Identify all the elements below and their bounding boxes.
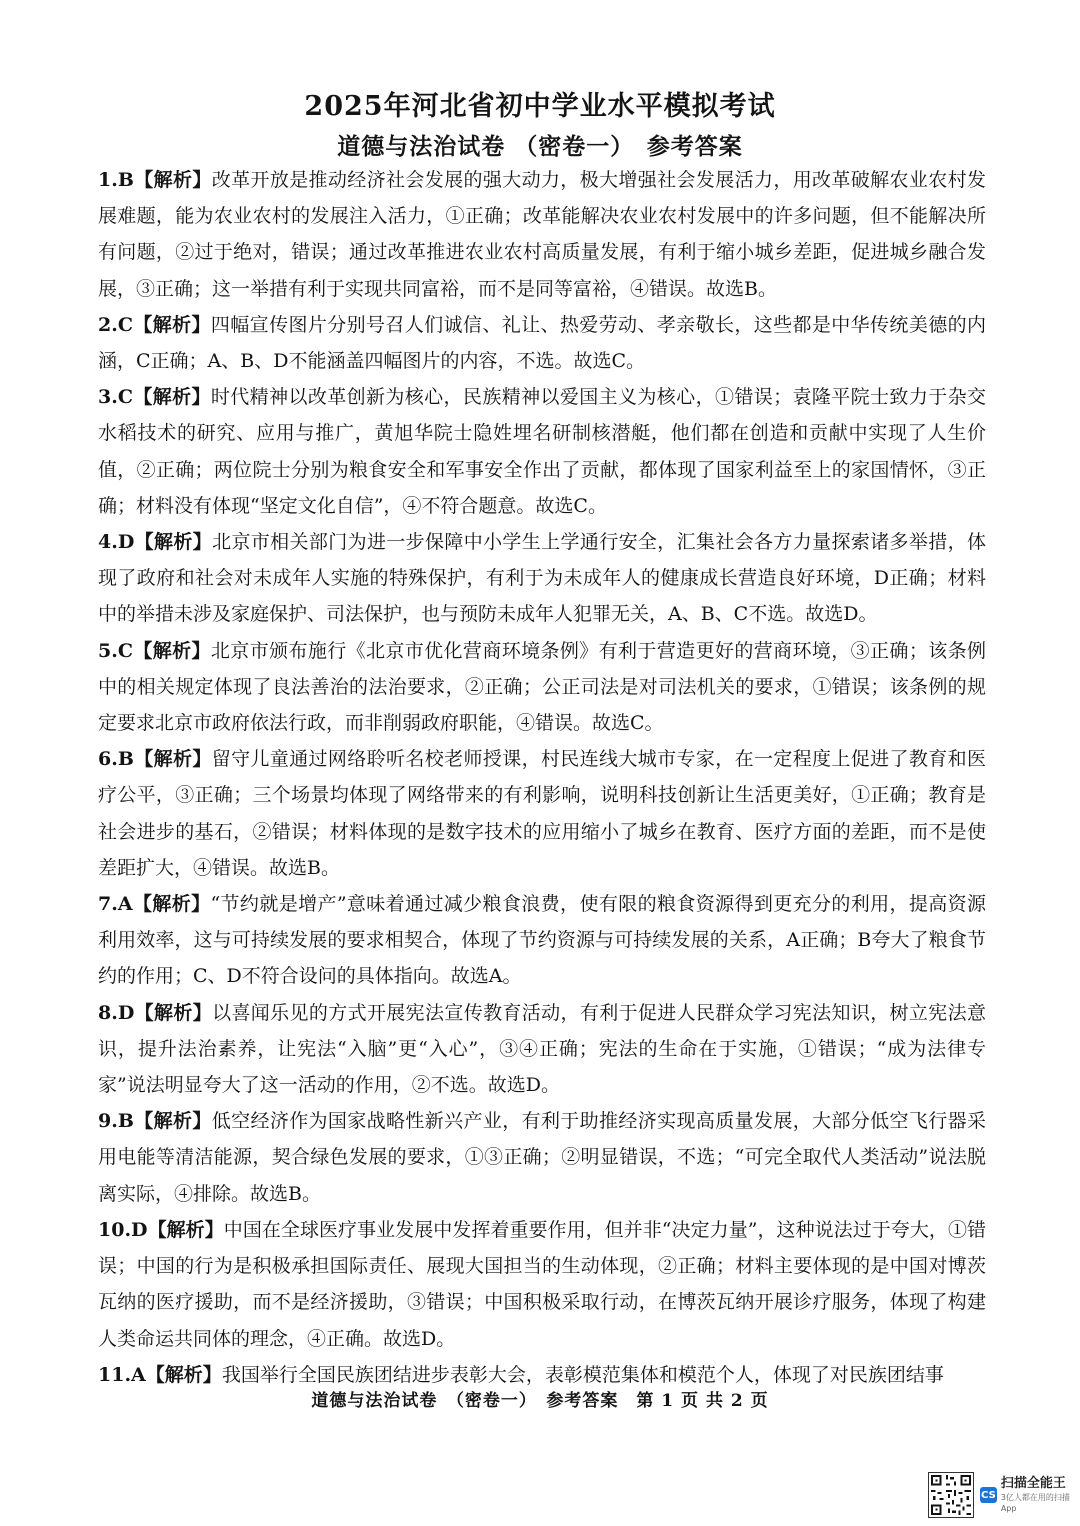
- qr-code-icon: [928, 1472, 974, 1518]
- analysis-tag: 【解析】: [132, 313, 211, 336]
- analysis-tag: 【解析】: [132, 639, 211, 662]
- answer-text: 北京市颁布施行《北京市优化营商环境条例》有利于营造更好的营商环境，③正确；该条例中的相关规定体现了良法善治的法治要求，②正确；公正司法是对司法机关的要求，①错误；该条例的规定要求北京市政府依法行政，而非削弱政府职能，④错误。故选C。: [98, 639, 986, 735]
- answer-number: 10.D: [98, 1218, 148, 1241]
- scanner-watermark: [928, 1471, 1080, 1519]
- scanner-app-name: 扫描全能王: [1000, 1476, 1066, 1491]
- answer-list: [98, 162, 986, 1393]
- answer-number: 11.A: [98, 1363, 146, 1386]
- answer-text: “节约就是增产”意味着通过减少粮食浪费，使有限的粮食资源得到更充分的利用，提高资源利用效率，这与可持续发展的要求相契合，体现了节约资源与可持续发展的关系，A正确；B夸大了粮食节约的作用；C、D不符合设问的具体指向。故选A。: [98, 893, 986, 988]
- analysis-tag: 【解析】: [134, 1001, 213, 1024]
- analysis-tag: 【解析】: [133, 748, 212, 771]
- analysis-tag: 【解析】: [145, 1363, 222, 1386]
- analysis-tag: 【解析】: [134, 531, 213, 554]
- answer-item: [98, 1103, 986, 1212]
- analysis-tag: 【解析】: [132, 893, 211, 916]
- exam-subtitle: 道德与法治试卷 （密卷一） 参考答案: [337, 133, 743, 160]
- answer-item: [98, 1212, 986, 1357]
- answer-text: 四幅宣传图片分别号召人们诚信、礼让、热爱劳动、孝亲敬长，这些都是中华传统美德的内涵，C正确；A、B、D不能涵盖四幅图片的内容，不选。故选C。: [98, 313, 986, 373]
- answer-item: [98, 379, 986, 524]
- camscanner-logo-icon: CS: [980, 1487, 997, 1503]
- answer-item: [98, 524, 986, 633]
- exam-title: 2025年河北省初中学业水平模拟考试: [304, 91, 776, 122]
- answer-number: 2.C: [98, 313, 133, 336]
- answer-text: 中国在全球医疗事业发展中发挥着重要作用，但并非“决定力量”，这种说法过于夸大，①错误；中国的行为是积极承担国际责任、展现大国担当的生动体现，②正确；材料主要体现的是中国对博茨瓦纳的医疗援助，而不是经济援助，③错误；中国积极采取行动，在博茨瓦纳开展诊疗服务，体现了构建人类命运共同体的理念，④正确。故选D。: [98, 1218, 986, 1350]
- analysis-tag: 【解析】: [132, 386, 211, 409]
- scanner-branding: [1001, 1476, 1080, 1514]
- answer-item: [98, 633, 986, 742]
- answer-item: [98, 995, 986, 1104]
- answer-number: 3.C: [98, 386, 133, 409]
- answer-text: 我国举行全国民族团结进步表彰大会，表彰模范集体和模范个人，体现了对民族团结事: [221, 1363, 944, 1386]
- analysis-tag: 【解析】: [133, 169, 212, 191]
- answer-text: 留守儿童通过网络聆听名校老师授课，村民连线大城市专家，在一定程度上促进了教育和医疗公平，③正确；三个场景均体现了网络带来的有利影响，说明科技创新让生活更美好，①正确；教育是社会进步的基石，②错误；材料体现的是数字技术的应用缩小了城乡在教育、医疗方面的差距，而不是使差距扩大，④错误。故选B。: [98, 748, 986, 879]
- answer-text: 以喜闻乐见的方式开展宪法宣传教育活动，有利于促进人民群众学习宪法知识，树立宪法意识，提升法治素养，让宪法“入脑”更“入心”，③④正确；宪法的生命在于实施，①错误；“成为法律专家”说法明显夸大了这一活动的作用，②不选。故选D。: [98, 1001, 986, 1097]
- answer-text: 低空经济作为国家战略性新兴产业，有利于助推经济实现高质量发展，大部分低空飞行器采用电能等清洁能源，契合绿色发展的要求，①③正确；②明显错误，不选；“可完全取代人类活动”说法脱离实际，④排除。故选B。: [98, 1110, 986, 1205]
- answer-number: 9.B: [98, 1110, 134, 1133]
- analysis-tag: 【解析】: [147, 1218, 224, 1241]
- answer-text: 北京市相关部门为进一步保障中小学生上学通行安全，汇集社会各方力量探索诸多举措，体现了政府和社会对未成年人实施的特殊保护，有利于为未成年人的健康成长营造良好环境，D正确；材料中的举措未涉及家庭保护、司法保护，也与预防未成年人犯罪无关，A、B、C不选。故选D。: [98, 531, 986, 626]
- answer-item: [98, 162, 986, 307]
- answer-number: 5.C: [98, 639, 133, 662]
- answer-text: 改革开放是推动经济社会发展的强大动力，极大增强社会发展活力，用改革破解农业农村发展难题，能为农业农村的发展注入活力，①正确；改革能解决农业农村发展中的许多问题，但不能解决所有问题，②过于绝对，错误；通过改革推进农业农村高质量发展，有利于缩小城乡差距，促进城乡融合发展，③正确；这一举措有利于实现共同富裕，而不是同等富裕，④错误。故选B。: [98, 169, 986, 300]
- answer-number: 6.B: [98, 748, 134, 771]
- answer-item: [98, 307, 986, 379]
- answer-number: 1.B: [98, 169, 134, 191]
- answer-item: [98, 741, 986, 886]
- scanner-tagline: 3亿人都在用的扫描App: [1000, 1493, 1070, 1513]
- answer-text: 时代精神以改革创新为核心，民族精神以爱国主义为核心，①错误；袁隆平院士致力于杂交水稻技术的研究、应用与推广，黄旭华院士隐姓埋名研制核潜艇，他们都在创造和贡献中实现了人生价值，②正确；两位院士分别为粮食安全和军事安全作出了贡献，都体现了国家利益至上的家国情怀，③正确；材料没有体现“坚定文化自信”，④不符合题意。故选C。: [98, 386, 986, 517]
- answer-item: [98, 886, 986, 995]
- answer-number: 7.A: [98, 893, 133, 916]
- analysis-tag: 【解析】: [133, 1110, 212, 1133]
- answer-number: 8.D: [98, 1001, 135, 1024]
- answer-number: 4.D: [98, 531, 135, 554]
- page-footer: 道德与法治试卷 （密卷一） 参考答案 第 1 页 共 2 页: [311, 1391, 769, 1411]
